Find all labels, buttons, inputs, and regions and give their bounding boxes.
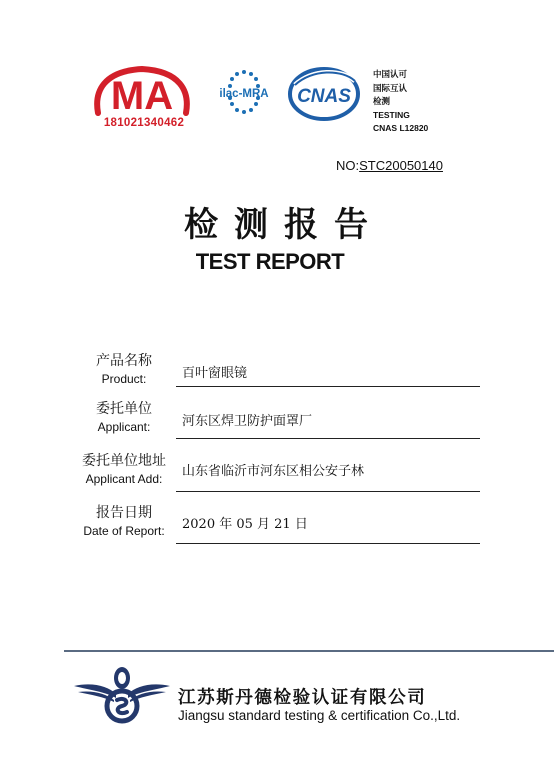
applicant-label: 委托单位 Applicant: (96, 401, 152, 434)
ilac-mra-logo (212, 64, 276, 122)
product-underline (176, 386, 480, 387)
report-number-label: NO: (336, 158, 360, 173)
cma-number: 18102134046​2 (103, 117, 185, 129)
accreditation-line: 国际互认 (373, 82, 408, 93)
applicant-address-label: 委托单位地址 Applicant Add: (82, 453, 166, 486)
report-number (336, 158, 443, 173)
company-emblem-icon (72, 664, 172, 730)
svg-text:ilac-MRA: ilac-MRA (219, 88, 269, 100)
accreditation-line: 中国认可 (373, 69, 408, 79)
report-title-cn: 检测报告 (184, 205, 384, 245)
applicant-value: 河东区焊卫防护面罩厂 (182, 414, 313, 429)
svg-text:CNAS: CNAS (297, 86, 351, 107)
accreditation-line: CNAS L12820 (373, 123, 429, 133)
company-name-en: Jiangsu standard testing & certification Co.,Ltd. (178, 708, 461, 723)
accreditation-text (373, 68, 463, 136)
report-title-en: TEST REPORT (195, 249, 345, 274)
accreditation-line: 检测 (373, 96, 391, 106)
report-date-underline (176, 543, 480, 544)
footer-divider (64, 650, 554, 652)
product-label: 产品名称 Product: (96, 353, 152, 386)
applicant-address-value: 山东省临沂市河东区相公安子林 (182, 464, 365, 479)
report-number-value: STC20050140 (359, 158, 443, 173)
product-value: 百叶窗眼镜 (182, 366, 248, 381)
accreditation-line: TESTING (373, 109, 410, 120)
applicant-address-underline (176, 491, 480, 492)
applicant-underline (176, 438, 480, 439)
report-date-value: 2020 年 05 月 21 日 (182, 517, 308, 532)
svg-text:MA: MA (110, 74, 174, 118)
company-name-cn: 江苏斯丹德检验认证有限公司 (178, 688, 427, 708)
cnas-logo (287, 65, 361, 123)
report-date-label: 报告日期 Date of Report: (83, 505, 165, 538)
